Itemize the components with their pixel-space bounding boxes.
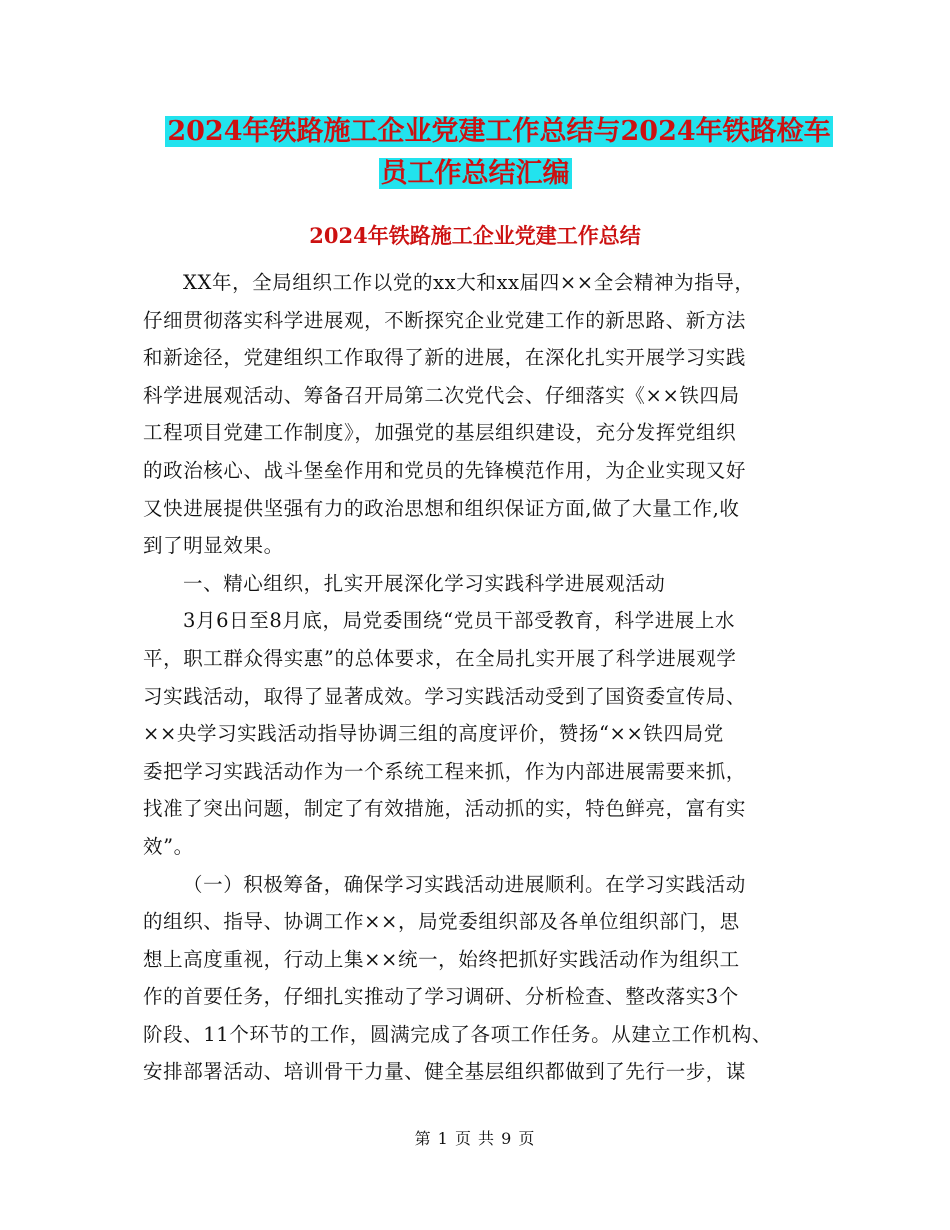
section-title: 2024年铁路施工企业党建工作总结 [309,223,641,248]
body-line: 工程项目党建工作制度》，加强党的基层组织建设，充分发挥党组织 [143,421,737,445]
body-line: 3月6日至8月底，局党委围绕“党员干部受教育，科学进展上水 [183,609,736,633]
body-line: 的组织、指导、协调工作××，局党委组织部及各单位组织部门，思 [143,910,740,934]
section-heading: 一、精心组织，扎实开展深化学习实践科学进展观活动 [183,571,666,595]
page-footer: 第 1 页 共 9 页 [414,1129,536,1148]
body-line: 找准了突出问题，制定了有效措施，活动抓的实，特色鲜亮，富有实 [143,797,747,821]
body-line: 和新途径，党建组织工作取得了新的进展，在深化扎实开展学习实践 [143,346,747,370]
document-title-line1 [24,110,950,154]
body-line: （一）积极筹备，确保学习实践活动进展顺利。在学习实践活动 [183,872,746,896]
body-line: 仔细贯彻落实科学进展观，不断探究企业党建工作的新思路、新方法 [143,308,747,332]
body-line: 阶段、11个环节的工作，圆满完成了各项工作任务。从建立工作机构、 [143,1022,773,1046]
document-body [143,264,808,1091]
body-line: 安排部署活动、培训骨干力量、健全基层组织都做到了先行一步，谋 [143,1060,747,1084]
body-line: 的政治核心、战斗堡垒作用和党员的先锋模范作用，为企业实现又好 [143,458,747,482]
body-line: XX年，全局组织工作以党的xx大和xx届四××全会精神为指导， [183,271,755,294]
body-line: 到了明显效果。 [143,534,284,558]
body-line: ××央学习实践活动指导协调三组的高度评价，赞扬“××铁四局党 [143,722,724,746]
body-line: 平，职工群众得实惠”的总体要求，在全局扎实开展了科学进展观学 [143,646,737,670]
body-line: 效”。 [143,834,194,858]
document-title-line2 [0,152,950,196]
title-highlight-2: 员工作总结汇编 [380,158,570,189]
body-line: 委把学习实践活动作为一个系统工程来抓，作为内部进展需要来抓， [143,759,747,783]
body-line: 作的首要任务，仔细扎实推动了学习调研、分析检查、整改落实3个 [143,985,739,1009]
body-line: 想上高度重视，行动上集××统一，始终把抓好实践活动作为组织工 [143,947,740,971]
title-highlight-1: 2024年铁路施工企业党建工作总结与2024年铁路检车 [167,116,831,147]
body-line: 科学进展观活动、筹备召开局第二次党代会、仔细落实《××铁四局 [143,383,740,407]
body-line: 习实践活动，取得了显著成效。学习实践活动受到了国资委宣传局、 [143,684,747,708]
body-line: 又快进展提供坚强有力的政治思想和组织保证方面,做了大量工作,收 [143,496,740,520]
